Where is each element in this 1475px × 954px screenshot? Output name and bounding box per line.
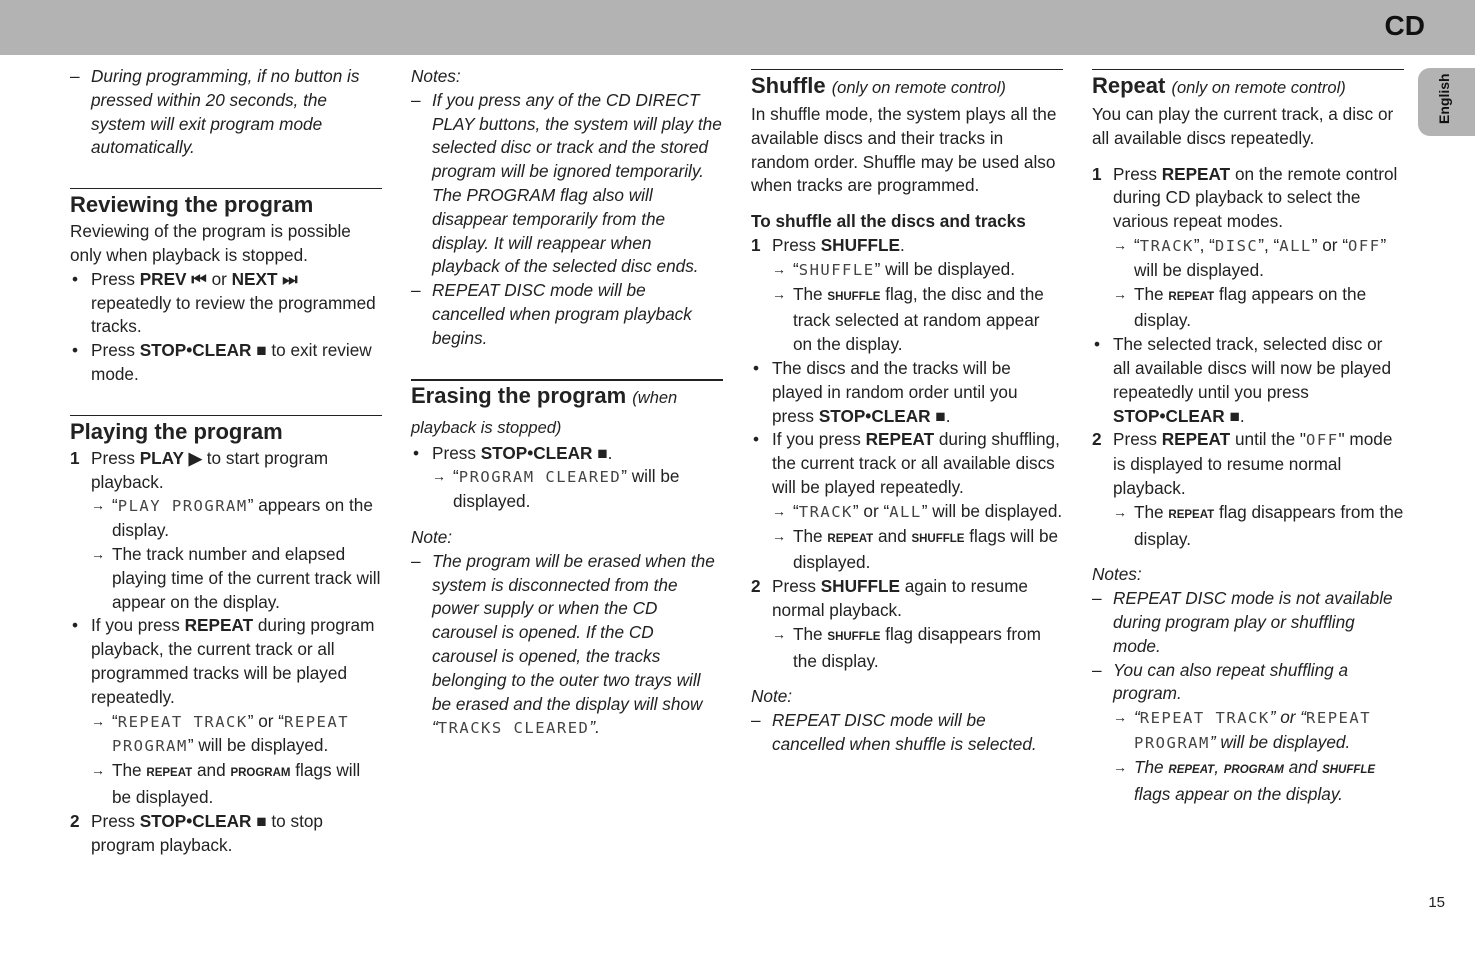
shuffle-bullet-1: • The discs and the tracks will be played in random order until you press STOP•CLEAR ■. [751, 357, 1063, 428]
shuffle-step-2-result: → The SHUFFLE flag disappears from the display. [751, 623, 1063, 674]
note-1: – If you press any of the CD DIRECT PLAY buttons, the system will play the selected disc or track and the stored program will be ignored temporarily. The PROGRAM flag also will disappear temporarily from the display. It will reappear when playback of the selected disc ends. [411, 89, 723, 279]
repeat-note-1: – REPEAT DISC mode is not available during program play or shuffling mode. [1092, 587, 1404, 658]
next-icon: ⏭ [282, 268, 298, 289]
play-icon: ▶ [188, 447, 202, 468]
divider [70, 415, 382, 416]
column-4 [1092, 65, 1404, 806]
shuffle-bullet-2: • If you press REPEAT during shuffling, the current track or all available discs will be played repeatedly. [751, 428, 1063, 499]
page-number: 15 [1428, 894, 1445, 911]
shuffle-bullet-2-result-1: → “TRACK” or “ALL” will be displayed. [751, 500, 1063, 525]
divider [70, 188, 382, 189]
repeat-note-result-1: → “REPEAT TRACK” or “REPEAT PROGRAM” will be displayed. [1092, 706, 1404, 756]
stop-icon: ■ [256, 810, 267, 831]
repeat-bullet: • The selected track, selected disc or all available discs will now be played repeatedly until you press STOP•CLEAR ■. [1092, 333, 1404, 428]
reviewing-bullet-2: • Press STOP•CLEAR ■ to exit review mode. [70, 339, 382, 387]
divider [1092, 69, 1404, 70]
erasing-note: – The program will be erased when the system is disconnected from the power supply or when the CD carousel is opened. If the CD carousel is opened, the tracks belonging to the outer two trays will be erased and the display will show “TRACKS CLEARED”. [411, 550, 723, 741]
repeat-step-2: 2 Press REPEAT until the "OFF" mode is displayed to resume normal playback. [1092, 429, 1393, 498]
header-bar [0, 0, 1475, 55]
reviewing-bullet-1: • Press PREV ⏮ or NEXT ⏭ repeatedly to review the programmed tracks. [70, 268, 382, 339]
playing-heading: Playing the program [70, 418, 283, 444]
erasing-note-label: Note: [411, 526, 453, 547]
shuffle-heading: Shuffle (only on remote control) [751, 73, 1006, 98]
repeat-step-1-result-2: → The REPEAT flag appears on the display. [1092, 283, 1404, 334]
stop-icon: ■ [935, 405, 946, 426]
stop-icon: ■ [1229, 405, 1240, 426]
prev-icon: ⏮ [191, 268, 207, 289]
reviewing-body: Reviewing of the program is possible only when playback is stopped. [70, 221, 351, 265]
language-tab [1418, 68, 1475, 136]
playing-step-1-result-2: → The track number and elapsed playing time of the current track will appear on the display. [70, 543, 382, 614]
repeat-step-1-result-1: → “TRACK”, “DISC”, “ALL” or “OFF” will be displayed. [1092, 234, 1404, 283]
stop-icon: ■ [256, 340, 267, 361]
playing-step-1: 1 Press PLAY ▶ to start program playback. [70, 447, 329, 492]
repeat-step-1: 1 Press REPEAT on the remote control during CD playback to select the various repeat modes. [1092, 163, 1398, 232]
repeat-body: You can play the current track, a disc or all available discs repeatedly. [1092, 104, 1394, 148]
language-tab-label: English [1436, 73, 1452, 124]
playing-bullet-result-2: → The REPEAT and PROGRAM flags will be displayed. [70, 759, 382, 810]
column-2 [411, 65, 723, 741]
shuffle-note-label: Note: [751, 686, 793, 707]
divider [411, 379, 723, 381]
playing-step-1-result-1: → “PLAY PROGRAM” appears on the display. [70, 494, 382, 543]
column-3 [751, 65, 1063, 757]
repeat-note-2: – You can also repeat shuffling a program. [1092, 659, 1404, 707]
divider [751, 69, 1063, 70]
erasing-result: → “PROGRAM CLEARED” will be displayed. [411, 465, 723, 514]
stop-icon: ■ [597, 442, 608, 463]
shuffle-step-1-result-2: → The SHUFFLE flag, the disc and the track selected at random appear on the display. [751, 283, 1063, 357]
reviewing-heading: Reviewing the program [70, 192, 314, 218]
erasing-heading: Erasing the program (when playback is stopped) [411, 382, 678, 437]
repeat-notes-label: Notes: [1092, 564, 1142, 585]
notes-label: Notes: [411, 66, 461, 86]
shuffle-step-1: 1 Press SHUFFLE. [751, 234, 905, 255]
shuffle-note: – REPEAT DISC mode will be cancelled when shuffle is selected. [751, 709, 1063, 757]
shuffle-step-1-result-1: → “SHUFFLE” will be displayed. [751, 258, 1063, 283]
playing-bullet: • If you press REPEAT during program playback, the current track or all programmed tracks will be played repeatedly. [70, 614, 382, 709]
shuffle-step-2: 2 Press SHUFFLE again to resume normal playback. [751, 576, 1028, 620]
column-1 [70, 65, 382, 857]
playing-step-2: 2 Press STOP•CLEAR ■ to stop program playback. [70, 810, 323, 855]
shuffle-subheading: To shuffle all the discs and tracks [751, 211, 1026, 232]
note-2: – REPEAT DISC mode will be cancelled when program playback begins. [411, 279, 723, 350]
shuffle-bullet-2-result-2: → The REPEAT and SHUFFLE flags will be displayed. [751, 525, 1063, 576]
repeat-step-2-result: → The REPEAT flag disappears from the display. [1092, 501, 1404, 552]
erasing-bullet: • Press STOP•CLEAR ■. [411, 442, 723, 466]
shuffle-body: In shuffle mode, the system plays all the available discs and their tracks in random order. Shuffle may be used also when tracks are programmed. [751, 104, 1057, 196]
repeat-note-result-2: → The REPEAT, PROGRAM and SHUFFLE flags appear on the display. [1092, 756, 1404, 807]
repeat-heading: Repeat (only on remote control) [1092, 73, 1346, 98]
intro-note: – During programming, if no button is pressed within 20 seconds, the system will exit program mode automatically. [70, 65, 382, 160]
section-title: CD [1384, 10, 1425, 41]
playing-bullet-result-1: → “REPEAT TRACK” or “REPEAT PROGRAM” will be displayed. [70, 710, 382, 760]
